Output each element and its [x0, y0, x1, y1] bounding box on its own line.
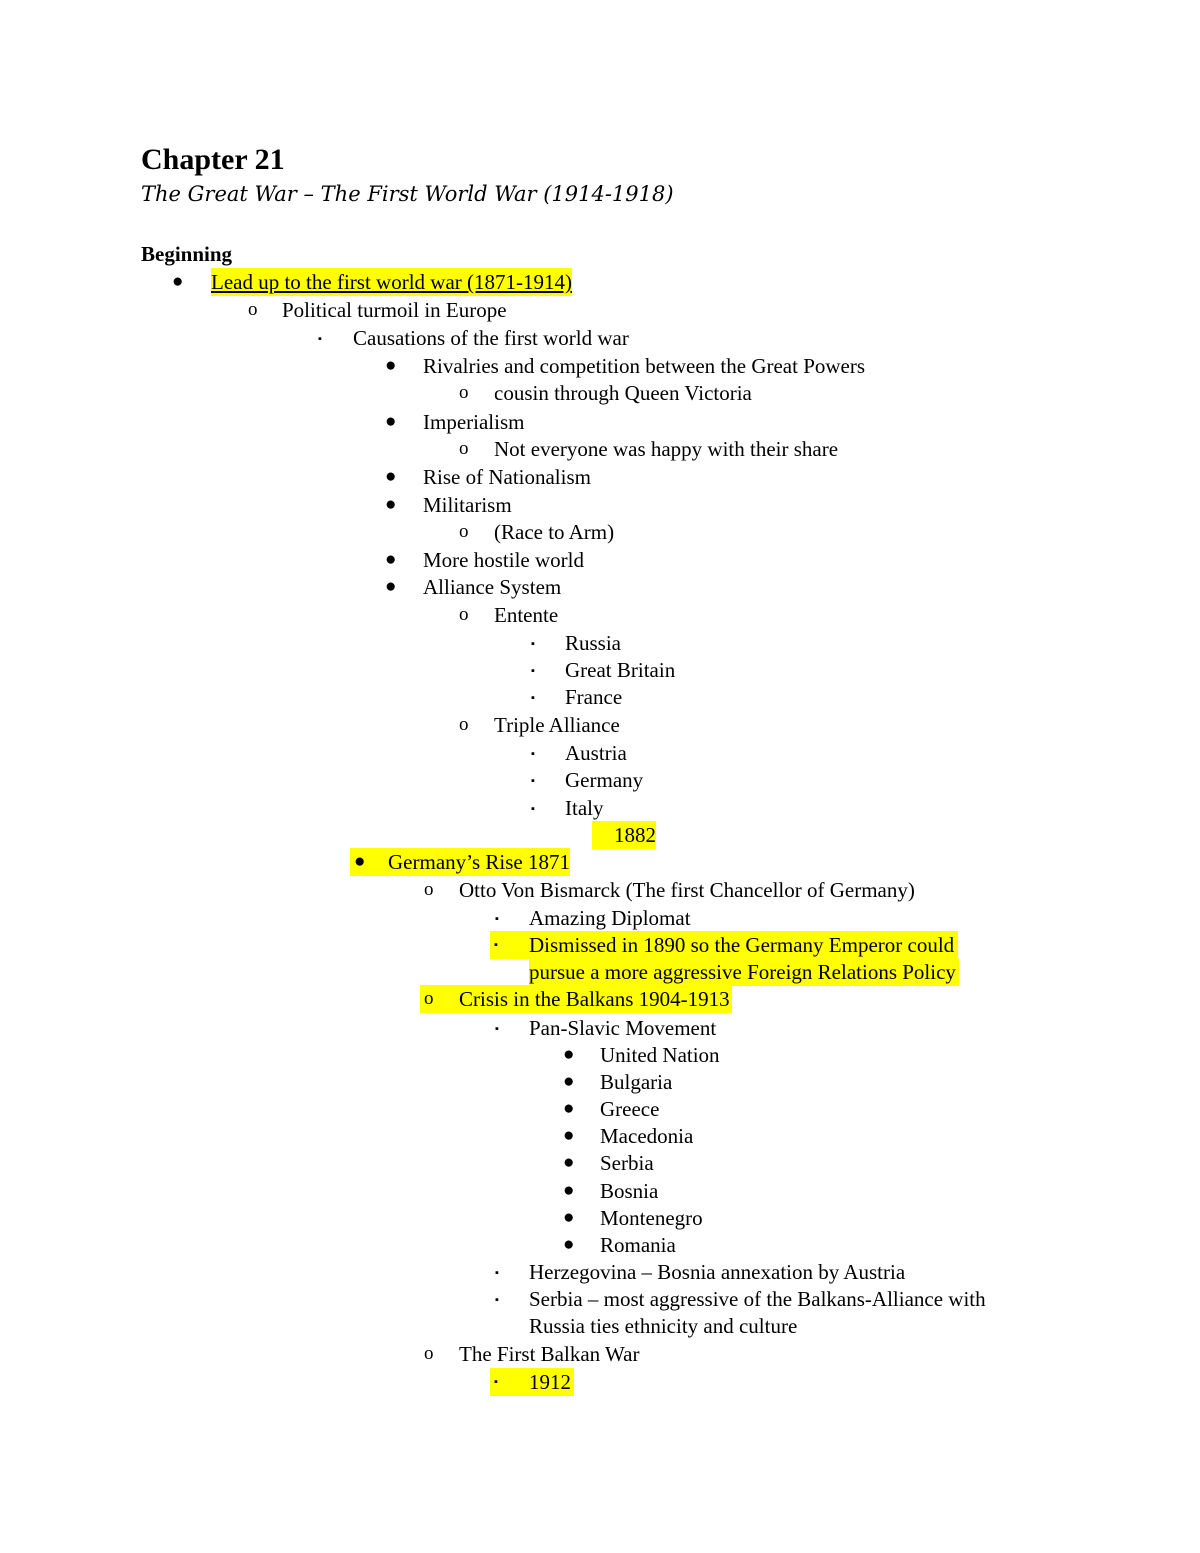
list-item-text: Italy: [565, 796, 604, 820]
list-item-text: Crisis in the Balkans 1904-1913: [451, 985, 732, 1013]
circle-marker: o: [420, 985, 459, 1013]
circle-marker: o: [248, 299, 258, 320]
circle-marker: o: [459, 382, 469, 403]
bullet-marker: ●: [385, 355, 397, 376]
list-item-text: The First Balkan War: [459, 1342, 640, 1366]
list-item-text: Russia: [565, 631, 622, 655]
list-item-text: Pan-Slavic Movement: [529, 1016, 717, 1040]
square-marker: ▪: [495, 1023, 499, 1035]
list-item-text: Great Britain: [565, 658, 676, 682]
list-item-text: Herzegovina – Bosnia annexation by Austria: [529, 1260, 906, 1284]
list-item-text: Bulgaria: [600, 1070, 673, 1094]
list-item-text: More hostile world: [423, 548, 584, 572]
square-marker: ▪: [495, 1294, 499, 1306]
circle-marker: o: [424, 1343, 434, 1364]
square-marker: ▪: [495, 1267, 499, 1279]
list-item-text: pursue a more aggressive Foreign Relations Policy: [529, 958, 959, 986]
circle-marker: o: [459, 604, 469, 625]
list-item-text: Lead up to the first world war (1871-1914): [211, 270, 572, 294]
list-item-text: Alliance System: [423, 575, 562, 599]
list-item-text: France: [565, 685, 623, 709]
list-item-text: Greece: [600, 1097, 660, 1121]
bullet-marker: ●: [563, 1071, 575, 1092]
list-item-text: Serbia – most aggressive of the Balkans-Alliance with: [529, 1287, 986, 1311]
bullet-marker: ●: [563, 1098, 575, 1119]
list-item-text: Militarism: [423, 493, 512, 517]
bullet-marker: ●: [563, 1125, 575, 1146]
square-marker: ▪: [495, 913, 499, 925]
square-marker: ▪: [531, 748, 535, 760]
bullet-marker: ●: [172, 271, 184, 292]
list-item-text: Germany’s Rise 1871: [376, 848, 570, 876]
circle-marker: o: [424, 879, 434, 900]
list-item-text: Entente: [494, 603, 559, 627]
list-item-text: Bosnia: [600, 1179, 659, 1203]
square-marker: ▪: [531, 803, 535, 815]
bullet-marker: ●: [385, 466, 397, 487]
circle-marker: o: [459, 714, 469, 735]
list-item-text: (Race to Arm): [494, 520, 615, 544]
list-item-text: cousin through Queen Victoria: [494, 381, 752, 405]
list-item-text: Germany: [565, 768, 644, 792]
circle-marker: o: [459, 438, 469, 459]
list-item-text: Not everyone was happy with their share: [494, 437, 839, 461]
list-item-text: Dismissed in 1890 so the Germany Emperor could: [518, 931, 958, 959]
bullet-marker: ●: [385, 494, 397, 515]
chapter-subtitle: The Great War – The First World War (1914-1918): [141, 182, 674, 206]
list-item-text: Serbia: [600, 1151, 654, 1175]
section-heading: Beginning: [141, 242, 233, 266]
list-item-text: Austria: [565, 741, 627, 765]
list-item-text: Romania: [600, 1233, 676, 1257]
square-marker: ▪: [490, 931, 526, 959]
bullet-marker: ●: [385, 549, 397, 570]
bullet-marker: ●: [385, 576, 397, 597]
list-item-text: Amazing Diplomat: [529, 906, 691, 930]
list-item-text: Rise of Nationalism: [423, 465, 591, 489]
list-item-text: Russia ties ethnicity and culture: [529, 1314, 798, 1338]
list-item-text: Causations of the first world war: [353, 326, 629, 350]
list-item-text: 1912: [518, 1368, 574, 1396]
list-item-text: Rivalries and competition between the Great Powers: [423, 354, 866, 378]
list-item-text: United Nation: [600, 1043, 720, 1067]
bullet-marker: ●: [385, 411, 397, 432]
square-marker: ▪: [531, 665, 535, 677]
list-item-text: Triple Alliance: [494, 713, 620, 737]
chapter-title: Chapter 21: [141, 143, 285, 176]
square-marker: ▪: [531, 775, 535, 787]
square-marker: ▪: [490, 1368, 526, 1396]
square-marker: ▪: [531, 638, 535, 650]
list-item-text: Imperialism: [423, 410, 525, 434]
list-item-text: Political turmoil in Europe: [282, 298, 507, 322]
circle-marker: o: [459, 521, 469, 542]
bullet-marker: ●: [563, 1207, 575, 1228]
square-marker: ▪: [318, 333, 322, 345]
bullet-marker: ●: [563, 1044, 575, 1065]
square-marker: ▪: [531, 692, 535, 704]
bullet-marker: ●: [563, 1152, 575, 1173]
bullet-marker: ●: [563, 1180, 575, 1201]
list-item-text: 1882: [594, 821, 656, 849]
list-item-text: Otto Von Bismarck (The first Chancellor of Germany): [459, 878, 915, 902]
list-item-text: Montenegro: [600, 1206, 703, 1230]
bullet-marker: ●: [563, 1234, 575, 1255]
list-item-text: Macedonia: [600, 1124, 694, 1148]
bullet-marker: ●: [350, 848, 384, 876]
